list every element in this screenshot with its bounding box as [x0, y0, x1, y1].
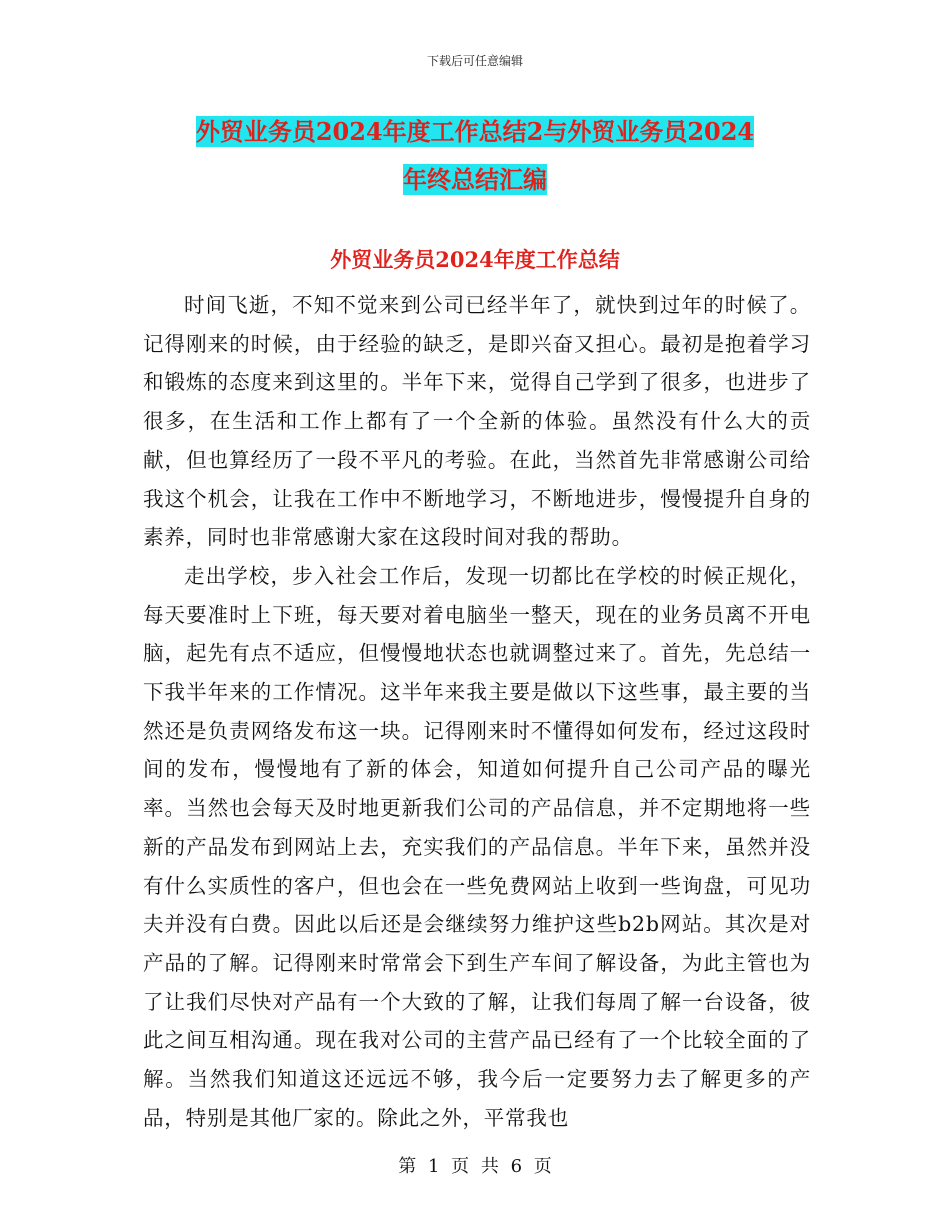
- section-title: 外贸业务员2024年度工作总结: [330, 247, 620, 272]
- document-title-line-1: 外贸业务员2024年度工作总结2与外贸业务员2024: [195, 117, 755, 146]
- body-text: [143, 286, 811, 1137]
- document-title: [150, 108, 800, 204]
- document-title-line-2: 年终总结汇编: [403, 165, 547, 194]
- paragraph-2: 走出学校，步入社会工作后，发现一切都比在学校的时候正规化，每天要准时上下班，每天要对着电脑坐一整天，现在的业务员离不开电脑，起先有点不适应，但慢慢地状态也就调整过来了。首先，先总结一下我半年来的工作情况。这半年来我主要是做以下这些事，最主要的当然还是负责网络发布这一块。记得刚来时不懂得如何发布，经过这段时间的发布，慢慢地有了新的体会，知道如何提升自己公司产品的曝光率。当然也会每天及时地更新我们公司的产品信息，并不定期地将一些新的产品发布到网站上去，充实我们的产品信息。半年下来，虽然并没有什么实质性的客户，但也会在一些免费网站上收到一些询盘，可见功夫并没有白费。因此以后还是会继续努力维护这些b2b网站。其次是对产品的了解。记得刚来时常常会下到生产车间了解设备，为此主管也为了让我们尽快对产品有一个大致的了解，让我们每周了解一台设备，彼此之间互相沟通。现在我对公司的主营产品已经有了一个比较全面的了解。当然我们知道这还远远不够，我今后一定要努力去了解更多的产品，特别是其他厂家的。除此之外，平常我也: [143, 563, 811, 1130]
- page-number-footer: 第 1 页 共 6 页: [398, 1156, 552, 1177]
- header-note: 下载后可任意编辑: [426, 54, 523, 68]
- paragraph-1: 时间飞逝，不知不觉来到公司已经半年了，就快到过年的时候了。记得刚来的时候，由于经验的缺乏，是即兴奋又担心。最初是抱着学习和锻炼的态度来到这里的。半年下来，觉得自己学到了很多，也进步了很多，在生活和工作上都有了一个全新的体验。虽然没有什么大的贡献，但也算经历了一段不平凡的考验。在此，当然首先非常感谢公司给我这个机会，让我在工作中不断地学习，不断地进步，慢慢提升自身的素养，同时也非常感谢大家在这段时间对我的帮助。: [143, 293, 811, 550]
